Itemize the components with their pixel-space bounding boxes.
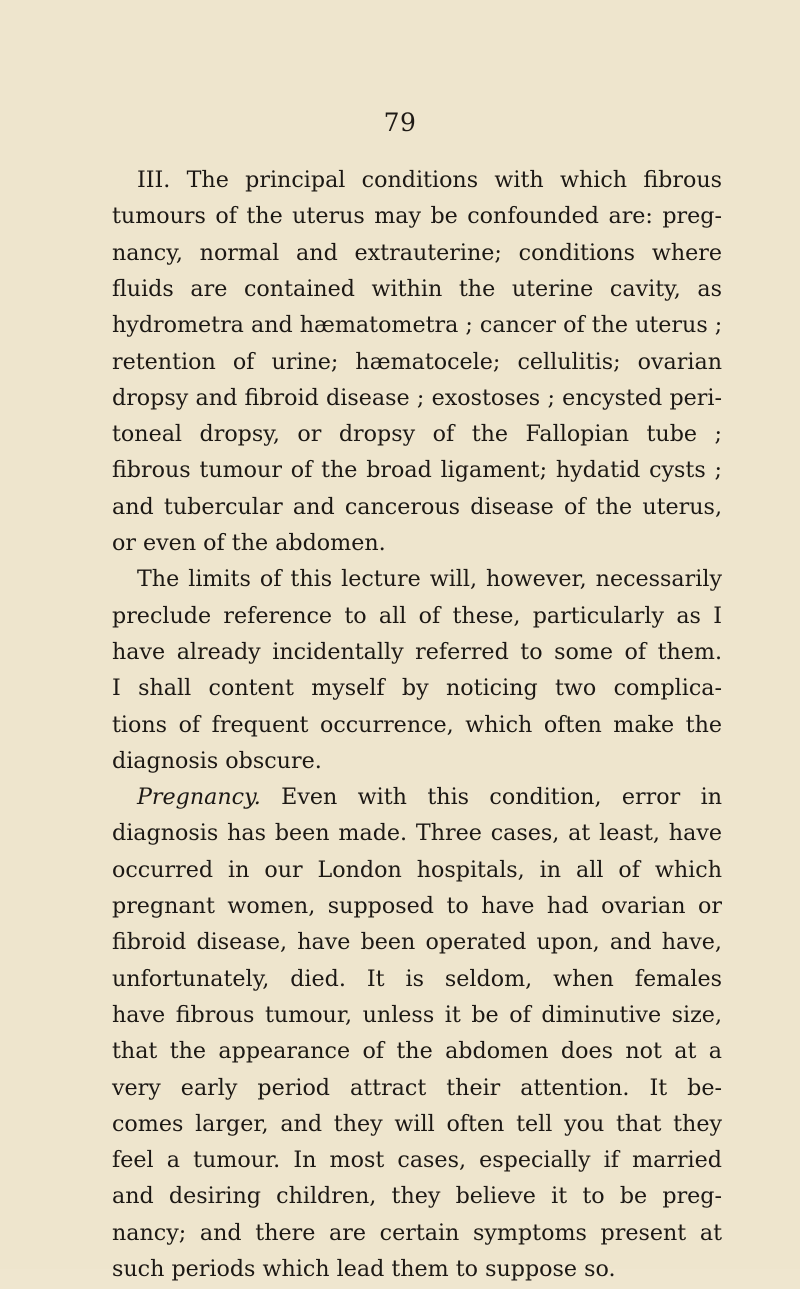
text-line: I shall content myself by noticing two complica- [112,675,722,702]
text-line: unfortunately, died. It is seldom, when females [112,965,722,992]
text-line: tumours of the uterus may be confounded are: preg- [112,203,722,230]
text-line: fluids are contained within the uterine cavity, as [112,275,722,302]
text-line: comes larger, and they will often tell you that they [112,1110,722,1137]
text-line: occurred in our London hospitals, in all of which [112,856,722,883]
text-line: The limits of this lecture will, however, necessarily [137,566,722,593]
text-line: such periods which lead them to suppose so. [112,1256,616,1282]
text-line: hydrometra and hæmatometra ; cancer of the uterus ; [112,312,723,339]
text-line: nancy; and there are certain symptoms present at [112,1219,722,1246]
text-line: pregnant women, supposed to have had ovarian or [112,893,722,919]
text-line: tions of frequent occurrence, which often make the [112,711,722,738]
text-line: preclude reference to all of these, particularly as I [112,602,722,629]
text-line: diagnosis has been made. Three cases, at least, have [112,820,722,847]
text-line: and tubercular and cancerous disease of the uterus, [112,493,722,520]
text-line: dropsy and fibroid disease ; exostoses ; encysted peri- [112,384,722,411]
section-heading: Pregnancy. [137,784,261,811]
text-line: and desiring children, they believe it to be preg- [112,1183,722,1210]
text-line: feel a tumour. In most cases, especially if married [112,1147,722,1174]
page-number: 79 [383,108,417,137]
text-line: fibrous tumour of the broad ligament; hydatid cysts ; [112,457,722,484]
text-line: fibroid disease, have been operated upon, and have, [112,929,722,956]
text-line: very early period attract their attention. It be- [112,1074,722,1101]
text-line: that the appearance of the abdomen does not at a [112,1038,722,1065]
text-line: diagnosis obscure. [112,747,322,774]
text-line: have fibrous tumour, unless it be of diminutive size, [112,1001,722,1028]
text-line-continued: Even with this condition, error in [281,784,722,811]
text-line: III. The principal conditions with which fibrous [137,167,722,193]
text-line: or even of the abdomen. [112,530,386,556]
text-line: have already incidentally referred to some of them. [112,638,722,665]
text-line: toneal dropsy, or dropsy of the Fallopian tube ; [112,421,722,448]
text-line: nancy, normal and extrauterine; conditions where [112,239,722,266]
text-line: retention of urine; hæmatocele; cellulitis; ovarian [112,348,722,375]
text-line [137,777,722,817]
